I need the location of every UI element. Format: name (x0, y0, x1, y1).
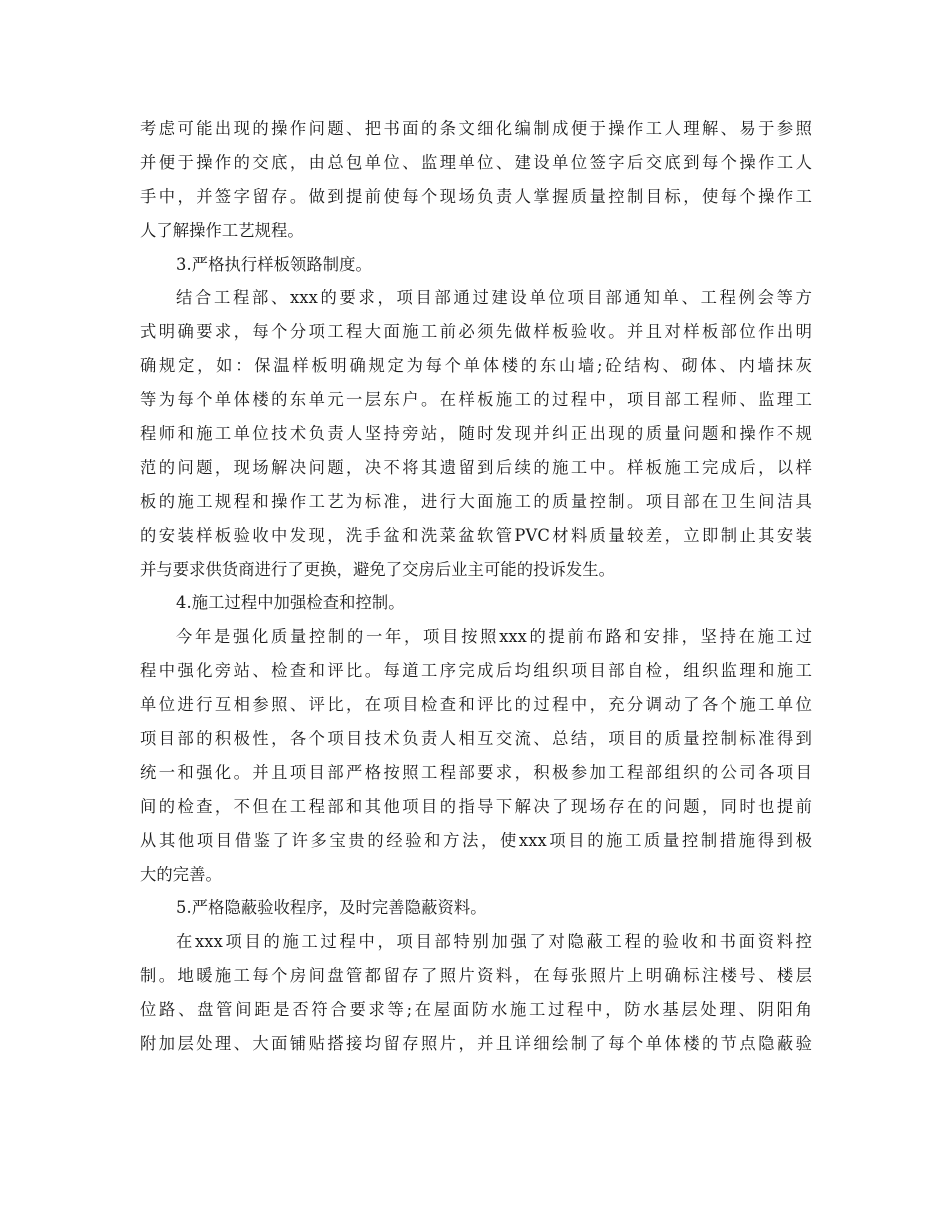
paragraph-line: 式明确要求，每个分项工程大面施工前必须先做样板验收。并且对样板部位作出明 (140, 322, 812, 342)
paragraph-line: 手中，并签字留存。做到提前使每个现场负责人掌握质量控制目标，使每个操作工 (140, 186, 812, 206)
paragraph-line: 程中强化旁站、检查和评比。每道工序完成后均组织项目部自检，组织监理和施工 (140, 661, 812, 681)
paragraph-line: 确规定，如：保温样板明确规定为每个单体楼的东山墙;砼结构、砌体、内墙抹灰 (140, 356, 812, 376)
paragraph-line: 人了解操作工艺规程。 (140, 220, 304, 240)
section-heading-3: 3.严格执行样板领路制度。 (176, 254, 372, 274)
document-body (140, 112, 812, 1061)
paragraph-line: 板的施工规程和操作工艺为标准，进行大面施工的质量控制。项目部在卫生间洁具 (140, 491, 812, 511)
paragraph-line: 位路、盘管间距是否符合要求等;在屋面防水施工过程中，防水基层处理、阴阳角 (140, 1000, 812, 1020)
paragraph-line: 统一和强化。并且项目部严格按照工程部要求，积极参加工程部组织的公司各项目 (140, 762, 812, 782)
paragraph-line: 项目部的积极性，各个项目技术负责人相互交流、总结，项目的质量控制标准得到 (140, 729, 812, 749)
paragraph-line: 并与要求供货商进行了更换，避免了交房后业主可能的投诉发生。 (140, 559, 616, 579)
paragraph-line: 并便于操作的交底，由总包单位、监理单位、建设单位签字后交底到每个操作工人 (140, 152, 812, 172)
paragraph-line: 附加层处理、大面铺贴搭接均留存照片，并且详细绘制了每个单体楼的节点隐蔽验 (140, 1034, 812, 1054)
paragraph-line: 大的完善。 (140, 864, 222, 884)
paragraph-line: 考虑可能出现的操作问题、把书面的条文细化编制成便于操作工人理解、易于参照 (140, 119, 812, 138)
paragraph-line: 程师和施工单位技术负责人坚持旁站，随时发现并纠正出现的质量问题和操作不规 (140, 424, 812, 444)
paragraph-line: 的安装样板验收中发现，洗手盆和洗菜盆软管PVC材料质量较差，立即制止其安装 (140, 525, 812, 545)
section-heading-4: 4.施工过程中加强检查和控制。 (176, 593, 405, 613)
paragraph-line: 范的问题，现场解决问题，决不将其遗留到后续的施工中。样板施工完成后，以样 (140, 457, 812, 477)
paragraph-line: 今年是强化质量控制的一年，项目按照xxx的提前布路和安排，坚持在施工过 (176, 627, 812, 647)
paragraph-line: 等为每个单体楼的东单元一层东户。在样板施工的过程中，项目部工程师、监理工 (140, 390, 812, 410)
paragraph-line: 制。地暖施工每个房间盘管都留存了照片资料，在每张照片上明确标注楼号、楼层 (140, 966, 812, 986)
section-heading-5: 5.严格隐蔽验收程序，及时完善隐蔽资料。 (176, 898, 487, 918)
paragraph-line: 单位进行互相参照、评比，在项目检查和评比的过程中，充分调动了各个施工单位 (140, 695, 812, 715)
paragraph-line: 结合工程部、xxx的要求，项目部通过建设单位项目部通知单、工程例会等方 (176, 288, 812, 308)
paragraph-line: 从其他项目借鉴了许多宝贵的经验和方法，使xxx项目的施工质量控制措施得到极 (140, 830, 812, 850)
paragraph-line: 间的检查，不但在工程部和其他项目的指导下解决了现场存在的问题，同时也提前 (140, 796, 812, 816)
paragraph-line: 在xxx项目的施工过程中，项目部特别加强了对隐蔽工程的验收和书面资料控 (176, 932, 812, 952)
